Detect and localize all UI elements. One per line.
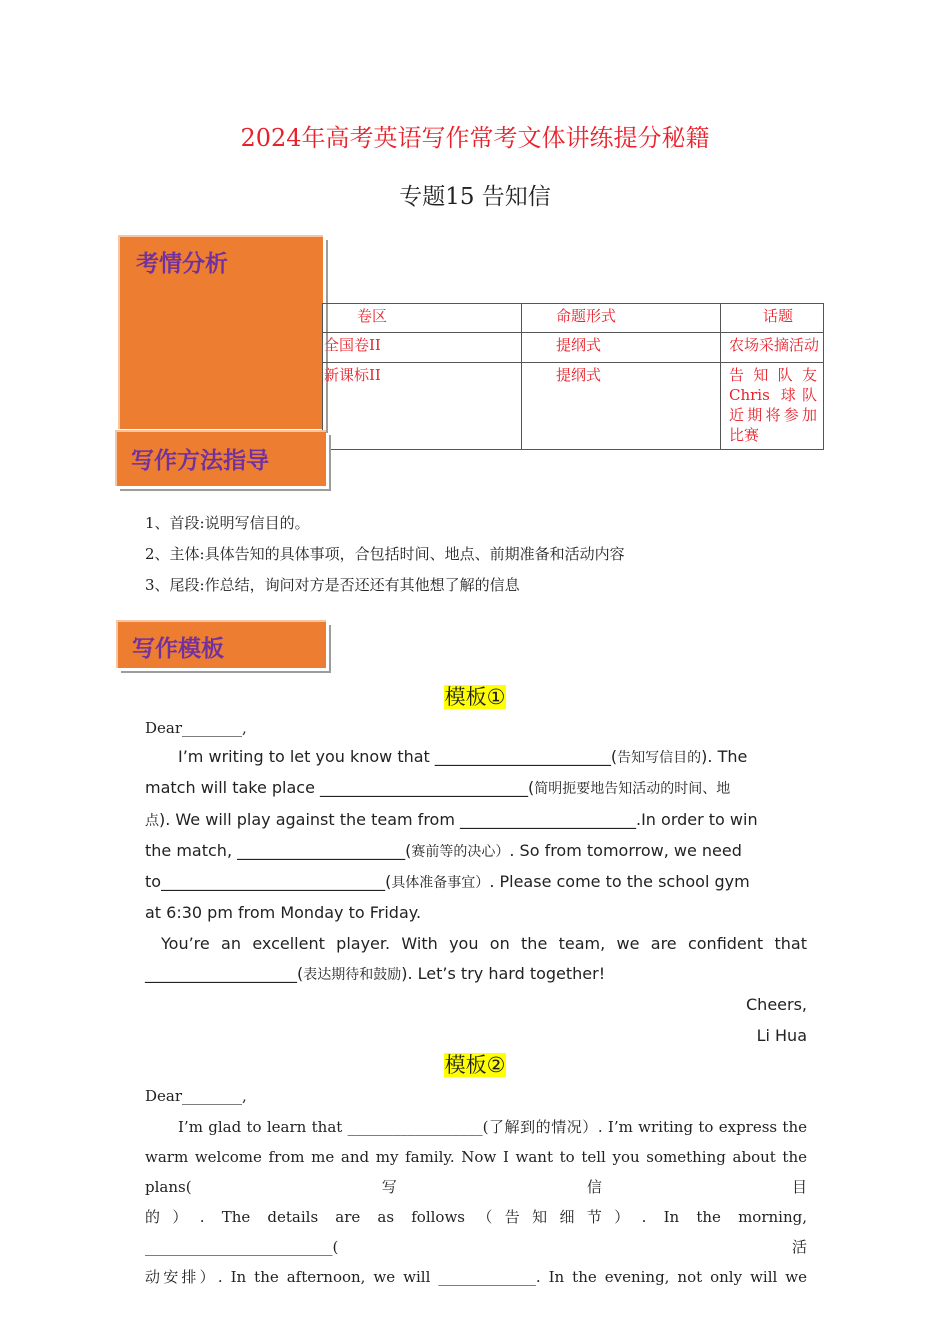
table-cell: 提纲式 [522,363,721,450]
template-1-line: 点). We will play against the team from ______________________.In order to win [145,809,758,829]
table-cell: 全国卷II [323,333,522,363]
writing-template-label: 写作模板 [132,636,224,662]
method-item: 2、主体:具体告知的具体事项，合包括时间、地点、前期准备和活动内容 [145,545,625,563]
table-header-cell: 命题形式 [522,304,721,333]
template-1-body [145,742,807,1051]
table-cell: 告知队友 Chris 球队近期将参加比赛 [721,363,824,450]
template-1-line: to____________________________(具体准备事宜）. Please come to the school gym [145,872,750,892]
table-cell: 提纲式 [522,333,721,363]
template-2-line: 动安排）. In the afternoon, we will _____________. In the evening, not only will we [145,1268,807,1286]
table-header-row [323,304,824,333]
table-cell: 新课标II [323,363,522,450]
document-title: 2024年高考英语写作常考文体讲练提分秘籍 [240,124,710,152]
document-subtitle: 专题15 告知信 [399,184,551,210]
table-header-cell: 话题 [721,304,824,333]
template-2-salutation: Dear________, [145,1087,247,1105]
template-2-line: I’m glad to learn that __________________(了解到的情况）. I’m writing to express the [178,1118,807,1136]
template-2-heading-text: 模板② [444,1053,506,1077]
template-1-line: You’re an excellent player. With you on the team, we are confident that [161,933,807,953]
template-2-line: warm welcome from me and my family. Now I want to tell you something about the plans(写信目 [145,1148,807,1196]
table-cell: 农场采摘活动 [721,333,824,363]
template-1-line: match will take place __________________________(简明扼要地告知活动的时间、地 [145,778,731,798]
exam-analysis-box [118,235,323,429]
method-item: 1、首段:说明写信目的。 [145,514,310,532]
template-1-signature: Li Hua [756,1025,807,1045]
template-1-line: ___________________(表达期待和鼓励). Let’s try hard together! [145,964,606,984]
template-1-line: I’m writing to let you know that ______________________(告知写信目的). The [178,747,748,766]
exam-table [322,303,824,450]
table-row [323,363,824,450]
template-2-line: 的）. The details are as follows（告知细节）. In the morning, _________________________(活 [145,1208,807,1256]
template-1-closing: Cheers, [746,995,807,1015]
template-2-heading [0,1049,950,1079]
table-row [323,333,824,363]
writing-method-box [115,430,326,486]
template-1-heading [0,681,950,711]
method-item: 3、尾段:作总结，询问对方是否还还有其他想了解的信息 [145,576,520,594]
template-1-heading-text: 模板① [444,685,506,709]
writing-method-label: 写作方法指导 [131,448,269,474]
template-1-line: at 6:30 pm from Monday to Friday. [145,903,422,923]
template-1-line: the match, _____________________(赛前等的决心）. So from tomorrow, we need [145,840,742,860]
writing-template-box [116,620,326,668]
exam-analysis-label: 考情分析 [136,251,228,277]
template-1-salutation: Dear________, [145,719,247,737]
table-header-cell: 卷区 [323,304,522,333]
template-2-body [145,1112,807,1292]
